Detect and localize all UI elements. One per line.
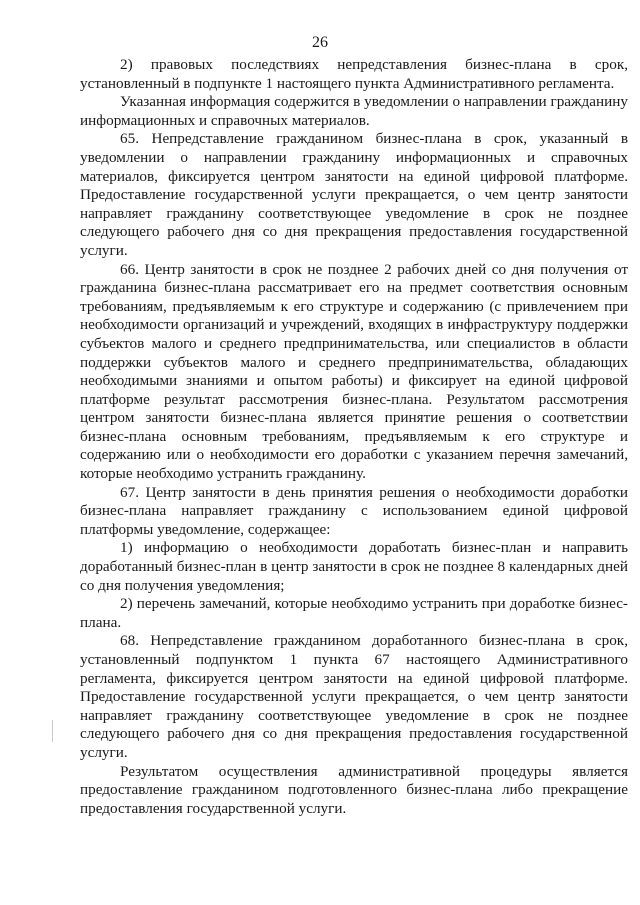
- paragraph-legal-consequences: 2) правовых последствиях непредставления бизнес-плана в срок, установленный в подпункте 1 настоящего пункта Административного регламента.: [80, 56, 628, 92]
- paragraph-item-65: 65. Непредставление гражданином бизнес-плана в срок, указанный в уведомлении о направлении гражданину информационных и справочных материалов, фиксируется центром занятости на единой цифровой платформе. Предоставление государственной услуги прекращается, о чем центр занятости направляет гражданину соответствующее уведомление в срок не позднее следующего рабочего дня со дня прекращения предоставления государственной услуги.: [80, 130, 628, 259]
- paragraph-item-67-sub-1: 1) информацию о необходимости доработать бизнес-план и направить доработанный бизнес-план в центр занятости в срок не позднее 8 календарных дней со дня получения уведомления;: [80, 539, 628, 594]
- paragraph-item-66: 66. Центр занятости в срок не позднее 2 рабочих дней со дня получения от гражданина бизнес-плана рассматривает его на предмет соответствия основным требованиям, предъявляемым к его структуре и содержанию (с привлечением при необходимости организаций и учреждений, входящих в инфраструктуру поддержки субъектов малого и среднего предпринимательства, или специалистов в области поддержки субъектов малого и среднего предпринимательства, обладающих необходимыми знаниями и опытом работы) и фиксирует на единой цифровой платформе результат рассмотрения бизнес-плана. Результатом рассмотрения центром занятости бизнес-плана является принятие решения о соответствии бизнес-плана основным требованиям, предъявляемым к его структуре и содержанию или о необходимости его доработки с указанием перечня замечаний, которые необходимо устранить гражданину.: [80, 260, 628, 483]
- paragraph-item-67: 67. Центр занятости в день принятия решения о необходимости доработки бизнес-плана направляет гражданину с использованием единой цифровой платформы уведомление, содержащее:: [80, 483, 628, 538]
- paragraph-item-67-sub-2: 2) перечень замечаний, которые необходимо устранить при доработке бизнес-плана.: [80, 595, 628, 631]
- scan-artifact-line: [52, 720, 53, 742]
- paragraph-item-68: 68. Непредставление гражданином доработанного бизнес-плана в срок, установленный подпунктом 1 пункта 67 настоящего Административного регламента, фиксируется центром занятости на единой цифровой платформе. Предоставление государственной услуги прекращается, о чем центр занятости направляет гражданину соответствующее уведомление в срок не позднее следующего рабочего дня со дня прекращения предоставления государственной услуги.: [80, 632, 628, 761]
- document-body: [80, 56, 628, 818]
- paragraph-procedure-result: Результатом осуществления административной процедуры является предоставление гражданином подготовленного бизнес-плана либо прекращение предоставления государственной услуги.: [80, 762, 628, 817]
- paragraph-info-notice: Указанная информация содержится в уведомлении о направлении гражданину информационных и справочных материалов.: [80, 93, 628, 129]
- page-number: 26: [312, 34, 328, 51]
